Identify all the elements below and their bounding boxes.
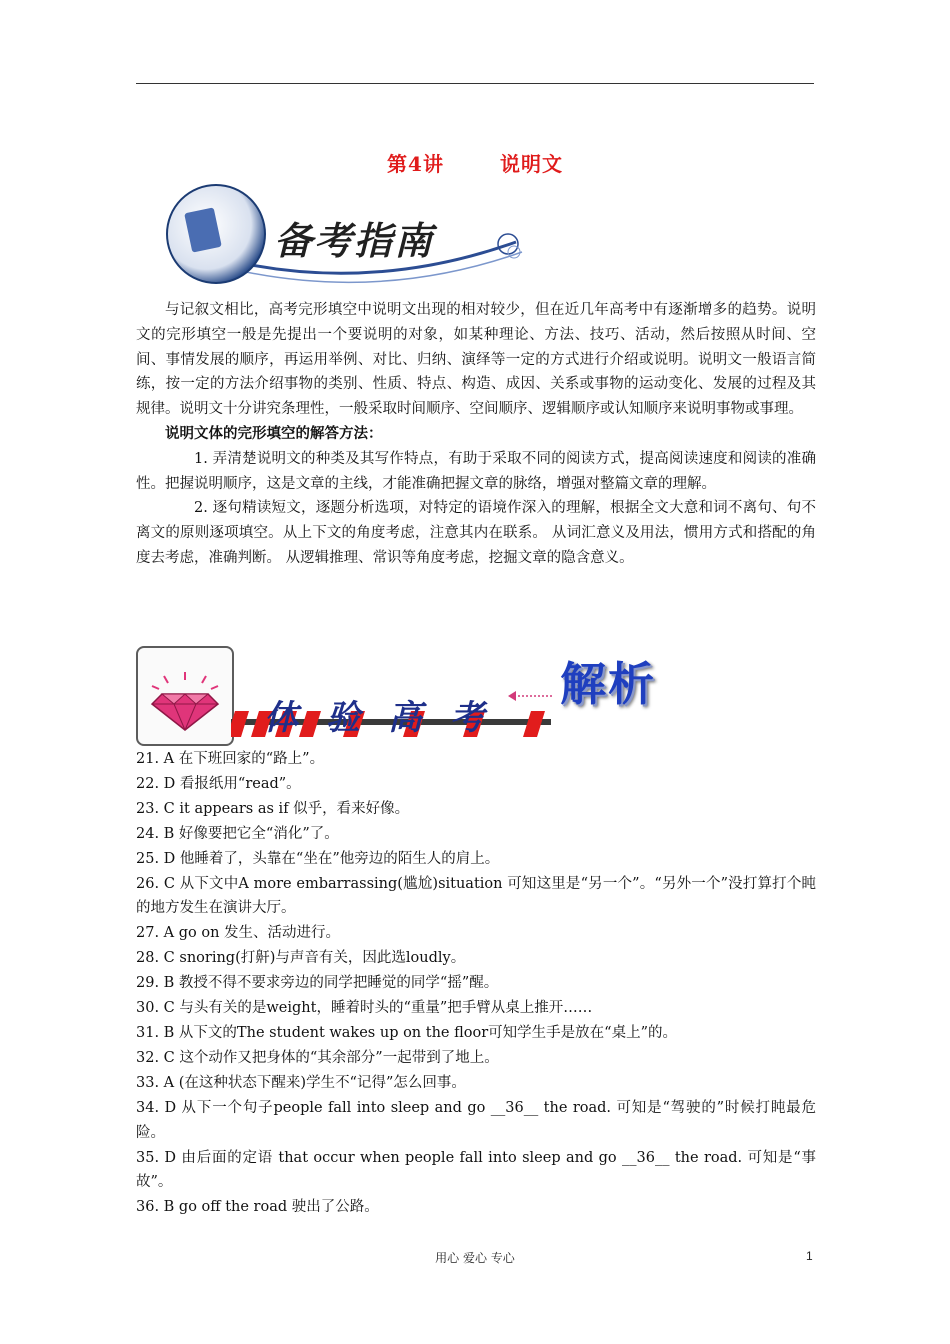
header-rule [136,83,814,84]
answer-item: 28. C snoring(打鼾)与声音有关，因此选loudly。 [136,950,466,967]
gem-frame [136,646,234,746]
answer-item: 27. A go on 发生、活动进行。 [136,925,341,942]
lecture-number: 第4讲 [387,152,444,176]
analysis-title: 解析 [560,657,656,711]
globe-icon [166,184,266,284]
method-1: 1. 弄清楚说明文的种类及其写作特点，有助于采取不同的阅读方式，提高阅读速度和阅读的准确性。把握说明顺序，这是文章的主线，才能准确把握文章的脉络，增强对整篇文章的理解。 [136,450,816,492]
answer-item: 21. A 在下班回家的“路上”。 [136,751,325,767]
answer-item: 31. B 从下文的The student wakes up on the floor可知学生手是放在“桌上”的。 [136,1024,678,1041]
answer-item: 22. D 看报纸用“read”。 [136,775,301,792]
answer-item: 24. B 好像要把它全“消化”了。 [136,825,339,842]
diamond-icon [150,672,220,732]
real-exam-banner [136,646,696,748]
answer-item: 34. D 从下一个句子people fall into sleep and go __36__ the road. 可知是“驾驶的”时候打盹最危险。 [136,1099,816,1141]
answer-item: 23. C it appears as if 似乎，看来好像。 [136,800,410,817]
answer-item: 35. D 由后面的定语 that occur when people fall into sleep and go __36__ the road. 可知是“事故”。 [136,1149,816,1191]
answer-item: 25. D 他睡着了，头靠在“坐在”他旁边的陌生人的肩上。 [136,850,500,867]
footer-motto: 用心 爱心 专心 [435,1251,515,1265]
building-icon [184,207,222,252]
answer-item: 32. C 这个动作又把身体的“其余部分”一起带到了地上。 [136,1049,499,1066]
method-2: 2. 逐句精读短文，逐题分析选项，对特定的语境作深入的理解，根据全文大意和词不离句、句不离文的原则逐项填空。从上下文的角度考虑，注意其内在联系。 从词汇意义及用法，惯用方式和搭配的角度去考虑，准确判断。 从逻辑推理、常识等角度考虑，挖掘文章的隐含意义。 [136,500,816,566]
intro-section [136,298,816,571]
real-exam-title: 体验高考 [264,698,512,738]
arrow-left-icon [508,690,556,702]
page-number: 1 [806,1249,813,1263]
answer-item: 26. C 从下文中A more embarrassing(尴尬)situation 可知这里是“另一个”。“另外一个”没打算打个盹的地方发生在演讲大厅。 [136,875,816,917]
intro-paragraph: 与记叙文相比，高考完形填空中说明文出现的相对较少，但在近几年高考中有逐渐增多的趋势。说明文的完形填空一般是先提出一个要说明的对象，如某种理论、方法、技巧、活动，然后按照从时间、空间、事情发展的顺序，再运用举例、对比、归纳、演绎等一定的方式进行介绍或说明。说明文一般语言简练，按一定的方法介绍事物的类别、性质、特点、构造、成因、关系或事物的运动变化、发展的过程及其规律。说明文十分讲究条理性，一般采取时间顺序、空间顺序、逻辑顺序或认知顺序来说明事物或事理。 [136,302,816,418]
answer-item: 30. C 与头有关的是weight，睡着时头的“重量”把手臂从桌上推开…… [136,1000,593,1017]
exam-guide-title: 备考指南 [274,219,435,263]
answer-item: 29. B 教授不得不要求旁边的同学把睡觉的同学“摇”醒。 [136,975,499,992]
lecture-topic: 说明文 [499,152,563,176]
answer-list [136,747,816,1220]
exam-guide-banner [166,172,526,292]
answer-item: 33. A (在这种状态下醒来)学生不“记得”怎么回事。 [136,1074,466,1091]
answer-item: 36. B go off the road 驶出了公路。 [136,1199,379,1216]
method-heading: 说明文体的完形填空的解答方法： [165,424,383,442]
